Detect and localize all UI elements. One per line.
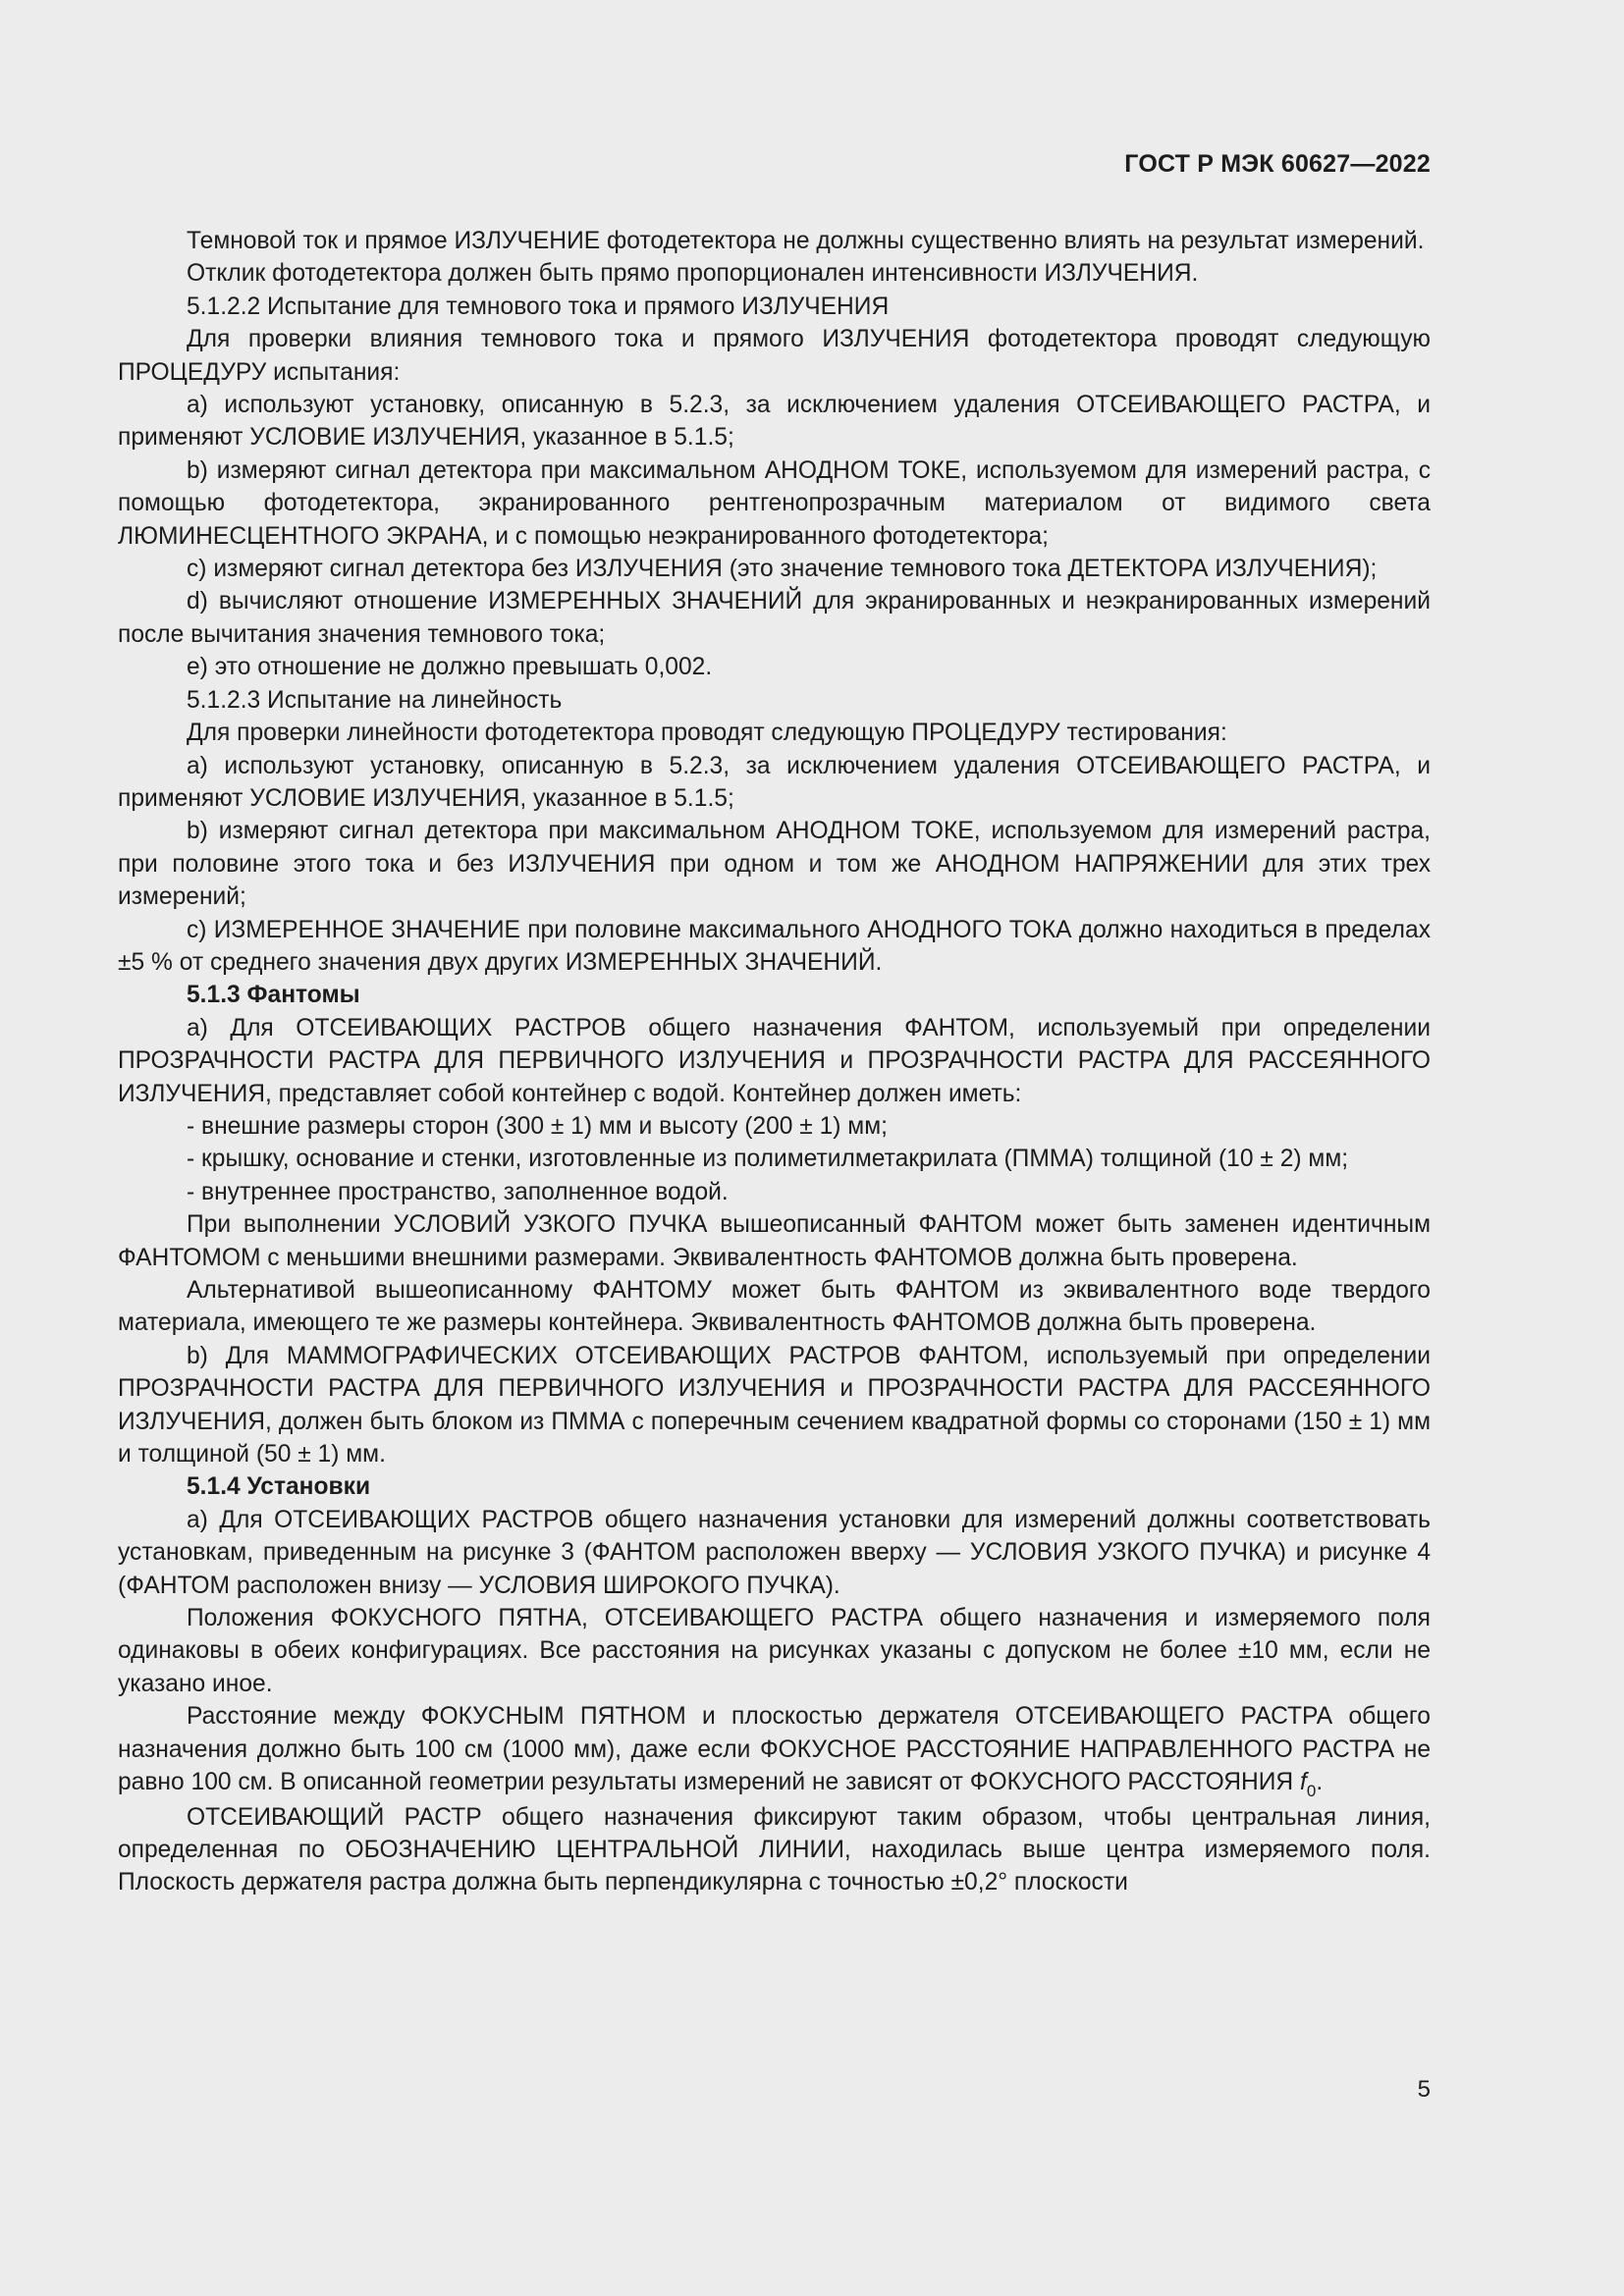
document-body bbox=[118, 225, 1431, 1899]
sentence-end: . bbox=[1316, 1769, 1324, 1796]
section-heading: 5.1.2.3 Испытание на линейность bbox=[187, 686, 563, 714]
list-item: e) это отношение не должно превышать 0,002. bbox=[187, 654, 713, 681]
paragraph: ОТСЕИВАЮЩИЙ РАСТР общего назначения фиксируют таким образом, чтобы центральная линия, определенная по ОБОЗНАЧЕНИЮ ЦЕНТРАЛЬНОЙ ЛИНИИ, находилась выше центра измеряемого поля. Плоскость держателя растра должна быть перпендикулярна с точностью ±0,2° плоскости bbox=[118, 1803, 1431, 1896]
list-item: b) измеряют сигнал детектора при максимальном АНОДНОМ ТОКЕ, используемом для измерений растра, при половине этого тока и без ИЗЛУЧЕНИЯ при одном и том же АНОДНОМ НАПРЯЖЕНИИ для этих трех измерений; bbox=[118, 818, 1431, 911]
list-item: - внешние размеры сторон (300 ± 1) мм и высоту (200 ± 1) мм; bbox=[187, 1112, 888, 1140]
section-heading: 5.1.2.2 Испытание для темнового тока и прямого ИЗЛУЧЕНИЯ bbox=[187, 293, 890, 320]
paragraph: Альтернативой вышеописанному ФАНТОМУ может быть ФАНТОМ из эквивалентного воде твердого материала, имеющего те же размеры контейнера. Эквивалентность ФАНТОМОВ должна быть проверена. bbox=[118, 1277, 1431, 1337]
list-item: c) ИЗМЕРЕННОЕ ЗНАЧЕНИЕ при половине максимального АНОДНОГО ТОКА должно находиться в пределах ±5 % от среднего значения двух других ИЗМЕРЕННЫХ ЗНАЧЕНИЙ. bbox=[118, 916, 1431, 976]
paragraph: При выполнении УСЛОВИЙ УЗКОГО ПУЧКА вышеописанный ФАНТОМ может быть заменен идентичным ФАНТОМОМ с меньшими внешними размерами. Эквивалентность ФАНТОМОВ должна быть проверена. bbox=[118, 1211, 1431, 1271]
list-item: a) Для ОТСЕИВАЮЩИХ РАСТРОВ общего назначения ФАНТОМ, используемый при определении ПРОЗРАЧНОСТИ РАСТРА ДЛЯ ПЕРВИЧНОГО ИЗЛУЧЕНИЯ и ПРОЗРАЧНОСТИ РАСТРА ДЛЯ РАССЕЯННОГО ИЗЛУЧЕНИЯ, представляет собой контейнер с водой. Контейнер должен иметь: bbox=[118, 1014, 1431, 1107]
paragraph: Для проверки линейности фотодетектора проводят следующую ПРОЦЕДУРУ тестирования: bbox=[187, 720, 1227, 747]
paragraph bbox=[118, 1700, 1431, 1800]
section-heading-phantoms: 5.1.3 Фантомы bbox=[187, 982, 360, 1009]
list-item: a) Для ОТСЕИВАЮЩИХ РАСТРОВ общего назначения установки для измерений должны соответствовать установкам, приведенным на рисунке 3 (ФАНТОМ расположен вверху — УСЛОВИЯ УЗКОГО ПУЧКА) и рисунке 4 (ФАНТОМ расположен внизу — УСЛОВИЯ ШИРОКОГО ПУЧКА). bbox=[118, 1506, 1431, 1599]
focal-symbol: f bbox=[1300, 1769, 1307, 1796]
page-number: 5 bbox=[1417, 2076, 1431, 2103]
focal-symbol-subscript: 0 bbox=[1306, 1782, 1317, 1801]
section-heading-setups: 5.1.4 Установки bbox=[187, 1473, 371, 1501]
paragraph: Темновой ток и прямое ИЗЛУЧЕНИЕ фотодетектора не должны существенно влиять на результат измерений. bbox=[187, 228, 1425, 254]
list-item: a) используют установку, описанную в 5.2.3, за исключением удаления ОТСЕИВАЮЩЕГО РАСТРА, и применяют УСЛОВИЕ ИЗЛУЧЕНИЯ, указанное в 5.1.5; bbox=[118, 752, 1431, 812]
list-item: d) вычисляют отношение ИЗМЕРЕННЫХ ЗНАЧЕНИЙ для экранированных и неэкранированных измерений после вычитания значения темнового тока; bbox=[118, 588, 1431, 648]
list-item: - крышку, основание и стенки, изготовленные из полиметилметакрилата (ПММА) толщиной (10 ± 2) мм; bbox=[187, 1146, 1349, 1173]
paragraph: Отклик фотодетектора должен быть прямо пропорционален интенсивности ИЗЛУЧЕНИЯ. bbox=[187, 260, 1199, 288]
paragraph-text: Расстояние между ФОКУСНЫМ ПЯТНОМ и плоскостью держателя ОТСЕИВАЮЩЕГО РАСТРА общего назначения должно быть 100 см (1000 мм), даже если ФОКУСНОЕ РАССТОЯНИЕ НАПРАВЛЕННОГО РАСТРА не равно 100 см. В описанной геометрии результаты измерений не зависят от ФОКУСНОГО РАССТОЯНИЯ bbox=[118, 1703, 1431, 1796]
paragraph: Положения ФОКУСНОГО ПЯТНА, ОТСЕИВАЮЩЕГО РАСТРА общего назначения и измеряемого поля одинаковы в обеих конфигурациях. Все расстояния на рисунках указаны с допуском не более ±10 мм, если не указано иное. bbox=[118, 1605, 1431, 1697]
list-item: c) измеряют сигнал детектора без ИЗЛУЧЕНИЯ (это значение темнового тока ДЕТЕКТОРА ИЗЛУЧЕНИЯ); bbox=[187, 556, 1378, 583]
paragraph: Для проверки влияния темнового тока и прямого ИЗЛУЧЕНИЯ фотодетектора проводят следующую ПРОЦЕДУРУ испытания: bbox=[118, 326, 1431, 386]
document-header: ГОСТ Р МЭК 60627—2022 bbox=[1124, 150, 1431, 178]
list-item: a) используют установку, описанную в 5.2.3, за исключением удаления ОТСЕИВАЮЩЕГО РАСТРА, и применяют УСЛОВИЕ ИЗЛУЧЕНИЯ, указанное в 5.1.5; bbox=[118, 392, 1431, 452]
list-item: b) измеряют сигнал детектора при максимальном АНОДНОМ ТОКЕ, используемом для измерений растра, с помощью фотодетектора, экранированного рентгенопрозрачным материалом от видимого света ЛЮМИНЕСЦЕНТНОГО ЭКРАНА, и с помощью неэкранированного фотодетектора; bbox=[118, 456, 1431, 550]
list-item: b) Для МАММОГРАФИЧЕСКИХ ОТСЕИВАЮЩИХ РАСТРОВ ФАНТОМ, используемый при определении ПРОЗРАЧНОСТИ РАСТРА ДЛЯ ПЕРВИЧНОГО ИЗЛУЧЕНИЯ и ПРОЗРАЧНОСТИ РАСТРА ДЛЯ РАССЕЯННОГО ИЗЛУЧЕНИЯ, должен быть блоком из ПММА с поперечным сечением квадратной формы со сторонами (150 ± 1) мм и толщиной (50 ± 1) мм. bbox=[118, 1342, 1431, 1468]
list-item: - внутреннее пространство, заполненное водой. bbox=[187, 1178, 729, 1205]
